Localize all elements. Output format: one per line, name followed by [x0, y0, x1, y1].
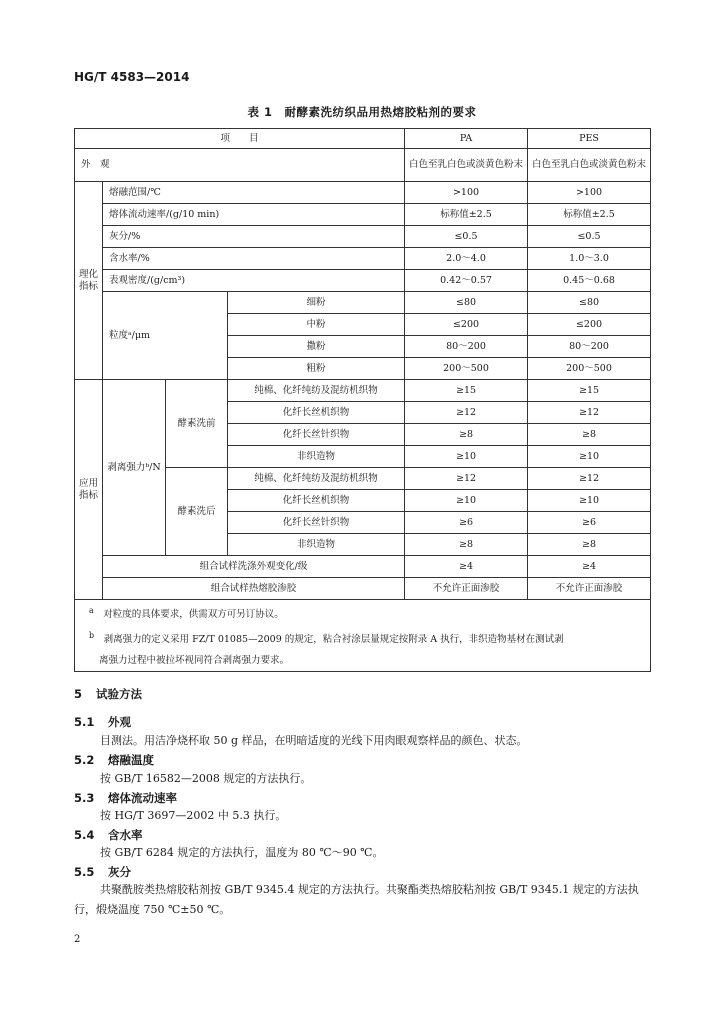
- phys-label: 熔体流动速率/(g/10 min): [103, 204, 405, 226]
- after-pa: ≥8: [405, 534, 528, 556]
- standard-code: HG/T 4583—2014: [74, 70, 190, 84]
- phys-pa: 标称值±2.5: [405, 204, 528, 226]
- fabric-label: 纯棉、化纤纯纺及混纺机织物: [228, 380, 405, 402]
- footnote-text: 离强力过程中被拉坏视同符合剥离强力要求。: [99, 655, 290, 667]
- footnote-text: 剥离强力的定义采用 FZ/T 01085—2009 的规定，粘合衬涂层量规定按附录 A 执行，非织造物基材在测试剥: [103, 634, 564, 646]
- after-wash-label: 酵素洗后: [166, 468, 228, 556]
- wash-change-label: 组合试样洗涤外观变化/级: [103, 556, 405, 578]
- size-row-label: 细粉: [228, 292, 405, 314]
- section-5-4-heading: [74, 827, 143, 843]
- size-pa: 80～200: [405, 336, 528, 358]
- phys-pes: 0.45～0.68: [528, 270, 651, 292]
- section-5-3-body: 按 HG/T 3697—2002 中 5.3 执行。: [100, 809, 287, 822]
- fabric-label: 化纤长丝针织物: [228, 512, 405, 534]
- seepage-pa: 不允许正面渗胶: [405, 578, 528, 600]
- size-label: 粒度ᵃ/μm: [103, 292, 228, 380]
- size-pes: 80～200: [528, 336, 651, 358]
- header-item: 项 目: [75, 129, 405, 149]
- seepage-pes: 不允许正面渗胶: [528, 578, 651, 600]
- before-pa: ≥10: [405, 446, 528, 468]
- before-pes: ≥10: [528, 446, 651, 468]
- phys-pa: ≤0.5: [405, 226, 528, 248]
- footnote: [75, 625, 651, 650]
- section-5-2-heading: [74, 752, 154, 768]
- before-pa: ≥8: [405, 424, 528, 446]
- appearance-label: 外 观: [75, 149, 405, 182]
- before-pes: ≥15: [528, 380, 651, 402]
- wash-change-pa: ≥4: [405, 556, 528, 578]
- after-pes: ≥10: [528, 490, 651, 512]
- section-5-5-heading: [74, 864, 131, 880]
- fabric-label: 化纤长丝机织物: [228, 402, 405, 424]
- size-pa: ≤80: [405, 292, 528, 314]
- footnote-mark: a: [89, 606, 94, 615]
- before-pa: ≥12: [405, 402, 528, 424]
- phys-pes: 1.0～3.0: [528, 248, 651, 270]
- header-pes: PES: [528, 129, 651, 149]
- section-5-1-heading: [74, 714, 131, 730]
- phys-label: 表观密度/(g/cm³): [103, 270, 405, 292]
- section-title: 灰分: [108, 865, 131, 879]
- footnote: [75, 600, 651, 626]
- fabric-label: 化纤长丝机织物: [228, 490, 405, 512]
- section-title: 试验方法: [96, 687, 142, 701]
- seepage-label: 组合试样热熔胶渗胶: [103, 578, 405, 600]
- before-pes: ≥12: [528, 402, 651, 424]
- size-pa: 200～500: [405, 358, 528, 380]
- fabric-label: 化纤长丝针织物: [228, 424, 405, 446]
- size-pes: ≤80: [528, 292, 651, 314]
- before-pes: ≥8: [528, 424, 651, 446]
- section-5-1-body: 目测法。用洁净烧杯取 50 g 样品，在明暗适度的光线下用肉眼观察样品的颜色、状态。: [100, 734, 528, 747]
- section-title: 熔体流动速率: [108, 791, 177, 805]
- requirements-table: [74, 128, 651, 672]
- size-pes: ≤200: [528, 314, 651, 336]
- fabric-label: 非织造物: [228, 446, 405, 468]
- after-pa: ≥12: [405, 468, 528, 490]
- after-pes: ≥8: [528, 534, 651, 556]
- phys-label: 熔融范围/℃: [103, 182, 405, 204]
- size-pa: ≤200: [405, 314, 528, 336]
- peel-strength-label: 剥离强力ᵇ/N: [103, 380, 166, 556]
- footnote-text: 对粒度的具体要求，供需双方可另订协议。: [103, 609, 284, 621]
- phys-pa: >100: [405, 182, 528, 204]
- phys-label: 含水率/%: [103, 248, 405, 270]
- size-row-label: 中粉: [228, 314, 405, 336]
- fabric-label: 非织造物: [228, 534, 405, 556]
- section-5-heading: [74, 686, 142, 702]
- footnote-mark: b: [89, 631, 95, 641]
- size-row-label: 粗粉: [228, 358, 405, 380]
- section-5-3-heading: [74, 790, 177, 806]
- section-title: 含水率: [108, 828, 143, 842]
- section-5-5-body: 共聚酰胺类热熔胶粘剂按 GB/T 9345.4 规定的方法执行。共聚酯类热熔胶粘剂按 GB/T 9345.1 规定的方法执行，煅烧温度 750 ℃±50 ℃。: [74, 883, 639, 916]
- phys-pes: 标称值±2.5: [528, 204, 651, 226]
- size-row-label: 撒粉: [228, 336, 405, 358]
- footnote: [75, 650, 651, 672]
- phys-label: 灰分/%: [103, 226, 405, 248]
- section-number: 5.2: [74, 753, 95, 767]
- after-pa: ≥10: [405, 490, 528, 512]
- section-number: 5.5: [74, 865, 95, 879]
- after-pes: ≥6: [528, 512, 651, 534]
- section-number: 5: [74, 687, 83, 701]
- header-pa: PA: [405, 129, 528, 149]
- app-group-label: 应用指标: [75, 380, 103, 600]
- after-pes: ≥12: [528, 468, 651, 490]
- section-number: 5.3: [74, 791, 95, 805]
- section-5-4-body: 按 GB/T 6284 规定的方法执行，温度为 80 ℃～90 ℃。: [100, 846, 384, 859]
- before-wash-label: 酵素洗前: [166, 380, 228, 468]
- phys-group-label: 理化指标: [75, 182, 103, 380]
- wash-change-pes: ≥4: [528, 556, 651, 578]
- section-5-2-body: 按 GB/T 16582—2008 规定的方法执行。: [100, 772, 312, 785]
- size-pes: 200～500: [528, 358, 651, 380]
- section-title: 熔融温度: [108, 753, 154, 767]
- section-title: 外观: [108, 715, 131, 729]
- phys-pes: >100: [528, 182, 651, 204]
- page-number: 2: [74, 934, 81, 945]
- section-number: 5.1: [74, 715, 95, 729]
- section-number: 5.4: [74, 828, 95, 842]
- phys-pa: 2.0～4.0: [405, 248, 528, 270]
- after-pa: ≥6: [405, 512, 528, 534]
- phys-pa: 0.42～0.57: [405, 270, 528, 292]
- appearance-pa: 白色至乳白色或淡黄色粉末: [405, 149, 528, 182]
- table-title: 表 1 耐酵素洗纺织品用热熔胶粘剂的要求: [247, 105, 477, 119]
- before-pa: ≥15: [405, 380, 528, 402]
- phys-pes: ≤0.5: [528, 226, 651, 248]
- fabric-label: 纯棉、化纤纯纺及混纺机织物: [228, 468, 405, 490]
- appearance-pes: 白色至乳白色或淡黄色粉末: [528, 149, 651, 182]
